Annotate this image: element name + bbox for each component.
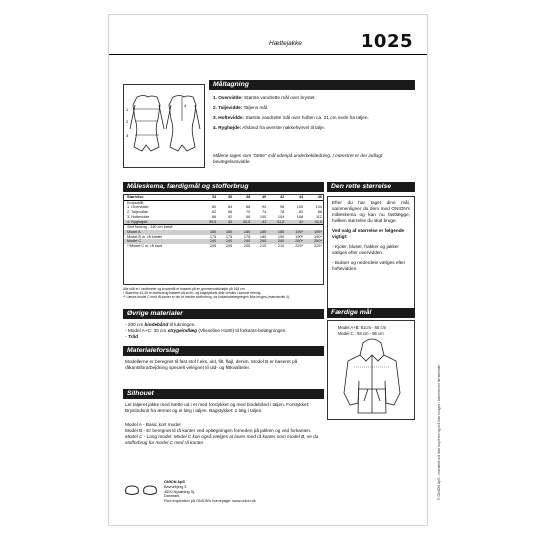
svg-text:3: 3 <box>126 133 129 138</box>
footer-address: ONION ApS Bavnebjerg 3 4500 Nykøbing Sj. Danmark Find inspiration på ONION's homepage: www.onion.dk <box>164 480 256 504</box>
list-item: - Model A+C: 30 cm strygeindlæg (Vlieseline H180) til forkants-belægningen. <box>125 328 287 334</box>
jacket-figure-box <box>327 320 415 420</box>
table-header-row: Størrelse 34 36 38 40 42 44 46 <box>124 195 323 200</box>
table-row: 2. Taljevidde 62 66 70 74 78 82 86 <box>127 210 322 215</box>
onion-logo-icon <box>122 483 162 497</box>
table-row: Model A 180 180 180 185 185 195* 195* <box>124 230 323 235</box>
onion-logo <box>122 483 158 495</box>
den-rette-intro: Efter du har taget dine mål, sammenligner du dem med ONION's måleskema og kan nu fastlægge, hvilken størrelse du skal bruge. <box>332 200 410 224</box>
table-row: Kropsmål: <box>127 200 145 205</box>
table-notes: Alle mål er i centimeter og kropsmål er baseret på en gennemsnitshøjde på 168 cm. * Størrelse 44-46 er stofforbrug baseret på at for- og bagstykkets dele vendes i samme retning. ** Læses model C med rå kanter er der et mindre stofforbrug, da forkantsbelægningen ikke bruges (mønsterdel 4). <box>123 287 290 300</box>
measure-item: 3. Hoftevidde: Største vandrette mål over hoften ca. 21 cm nede fra taljen. <box>213 115 369 121</box>
ovrige-heading: Øvrige materialer <box>123 309 324 319</box>
den-rette-lead: Ved valg af størrelse er følgende vigtigt: <box>332 228 405 240</box>
materiale-text: Modellerne er beregnet til fast stof f.eks. uld, filt, fløjl, denim. Model B er baseret på råkantsforarbejdning specielt velegnet til uld- og filtkvaliteter. <box>125 359 298 371</box>
measurement-list <box>213 95 419 135</box>
table-row: 4. Ryghøjde 39,5 40 40,5 41 41,5 42 42,5 <box>124 220 323 225</box>
measure-item: 2. Taljevidde: Taljens mål. <box>213 105 269 111</box>
measure-item: 4. Ryghøjde: Afstand fra øverste nakkehvirvel til talje. <box>213 125 326 131</box>
size-table <box>124 195 323 249</box>
list-item: - 200 cm bindebånd til lukningen. <box>125 322 196 327</box>
den-rette-bullet: - Bukser og nederdele vælges efter hoftevidden. <box>332 259 406 271</box>
measurement-note: Målene tages som "tætte" mål udenpå underbeklædning. I mønstret er der indlagt bevægelsesvidde. <box>213 153 383 165</box>
pattern-title: Hættejakke <box>269 40 302 47</box>
den-rette-box <box>327 196 415 310</box>
ovrige-list <box>125 322 325 340</box>
list-item: - Tråd <box>125 334 138 340</box>
measurement-figure <box>123 84 205 168</box>
faerdige-heading: Færdige mål <box>327 308 415 318</box>
size-table-box <box>123 194 324 285</box>
body-figure-icon <box>124 85 206 169</box>
svg-text:2: 2 <box>126 119 129 124</box>
table-row: Stof forbrug - 140 cm bredt <box>124 225 323 230</box>
table-row: Model B m. rå kanter 175 175 175 180 190 190* 190* <box>127 234 322 239</box>
pattern-number: 1025 <box>360 31 413 52</box>
maleskema-heading: Måleskema, færdigmål og stofforbrug <box>123 182 324 192</box>
materiale-heading: Materialeforslag <box>123 346 324 356</box>
copyright-sidetext: © ONION ApS - mønstret må ikke kopieres og må ikke bruges i kommerciel henseende. <box>437 363 441 500</box>
den-rette-heading: Den rette størrelse <box>327 182 415 192</box>
silhouet-models: Model A - Basic kort model Model B - Er beregnet til rå kanter ved oplægningen forneden på jakken og ved forkanten. Model C - Lang model. Model C kan også vælges at laves med rå kanter som model B, se da stofforbrug for model C med rå kanter. <box>125 422 319 446</box>
header-bar <box>109 25 427 55</box>
table-row: **Model C m. rå kant 205 205 205 210 210 225* 225* <box>127 244 322 249</box>
maaltagning-heading: Måltagning <box>209 80 415 90</box>
faerdige-lines: Model A+B: 81cm - 65 cm Model C : 93 cm - 96 cm <box>338 325 387 336</box>
svg-text:1: 1 <box>126 107 129 112</box>
hooded-jacket-icon <box>328 321 416 421</box>
table-row: Model C 240 240 240 240 240 250* 250* <box>124 239 323 244</box>
table-row: 3. Hoftevidde 88 92 96 100 104 108 112 <box>127 214 322 219</box>
pattern-sheet <box>108 14 428 526</box>
silhouet-heading: Silhouet <box>123 389 324 399</box>
svg-text:4: 4 <box>184 103 187 108</box>
silhouet-text: Let taljeret jakke med hætte ud i et med forstykket og med bindebånd i taljen. Forstykket: Brystindsnit fra ærmet og et læg i taljen. Bagstykket: 2 læg i taljen. <box>125 402 310 414</box>
table-row: 1. Overvidde 80 84 88 92 96 100 104 <box>127 205 322 210</box>
den-rette-bullet: - Kjoler, bluser, frakker og jakker vælges efter overvidden. <box>332 243 399 255</box>
measure-item: 1. Overvidde: Største vandrette mål over brystet. <box>213 95 316 100</box>
